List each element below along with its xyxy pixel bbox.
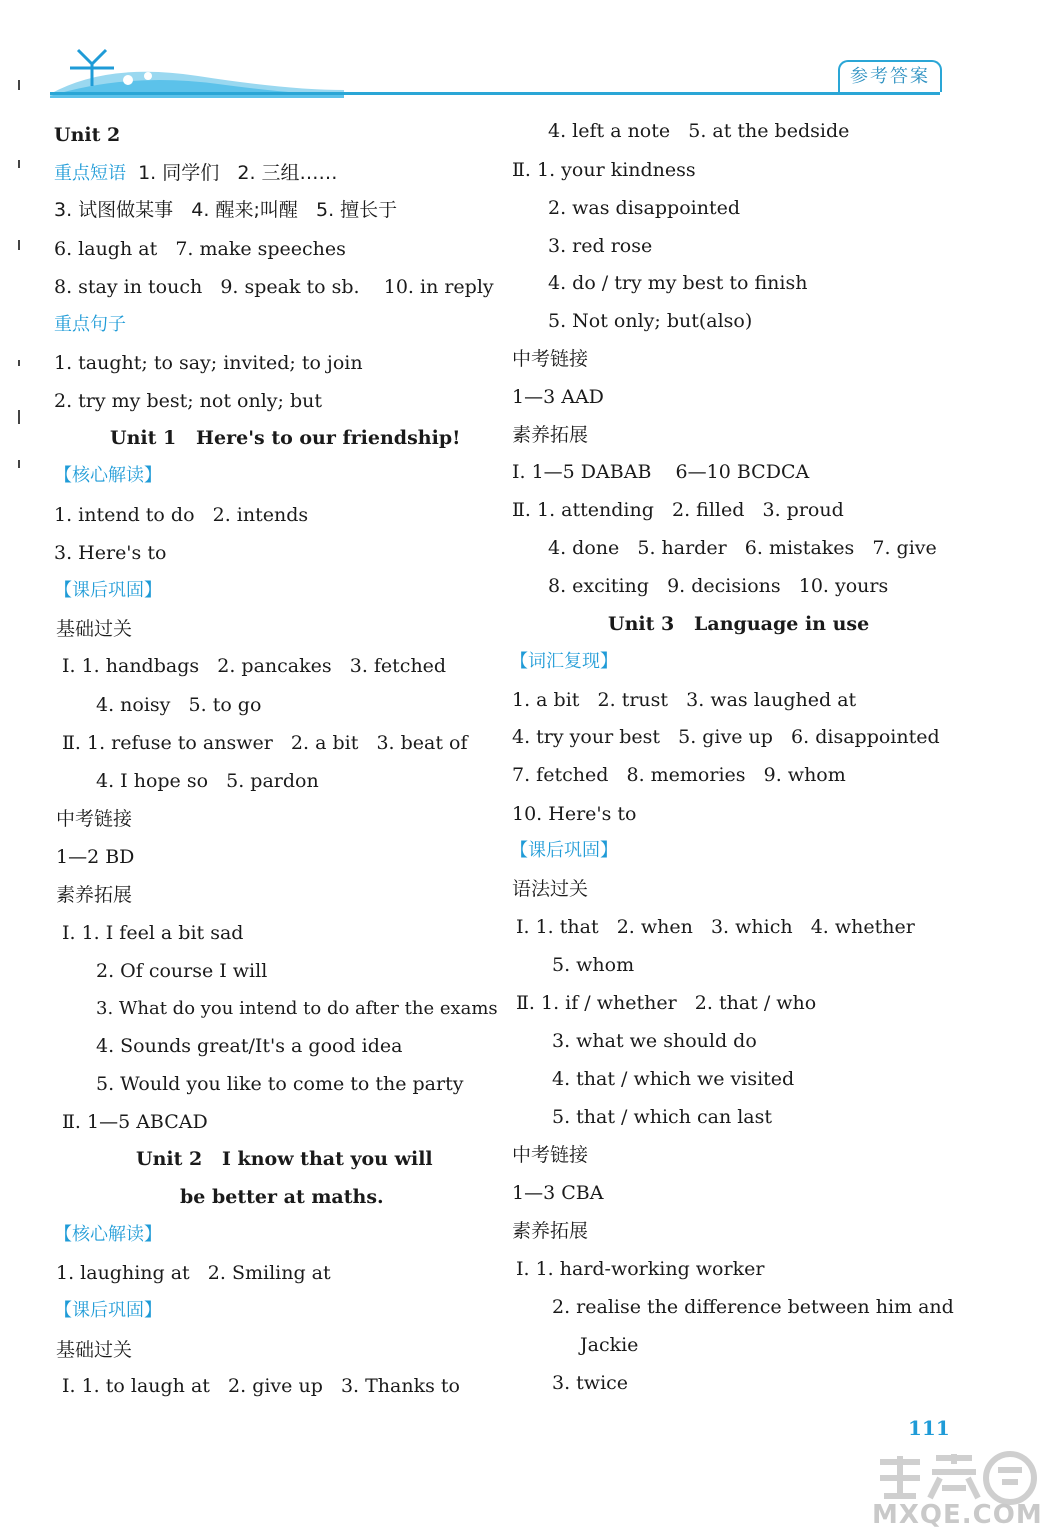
core-interpretation-label: 【核心解读】 xyxy=(54,465,162,486)
answer-line: 3. what we should do xyxy=(552,1030,757,1052)
answer-line: Ⅰ. 1. hard-working worker xyxy=(516,1258,765,1280)
answer-line: 10. Here's to xyxy=(512,803,637,825)
answer-line: 5. whom xyxy=(552,954,635,976)
answer-line: 3. What do you intend to do after the exams xyxy=(96,998,498,1019)
answer-line: 2. try my best; not only; but xyxy=(54,390,322,412)
answer-line: 1—3 CBA xyxy=(512,1182,604,1204)
key-phrases-label: 重点短语 xyxy=(54,163,126,184)
answer-line: 4. try your best 5. give up 6. disappointed xyxy=(512,726,940,748)
answer-line: 5. Would you like to come to the party xyxy=(96,1073,464,1095)
margin-marks xyxy=(14,60,24,520)
consolidation-label: 【课后巩固】 xyxy=(510,840,618,861)
answer-line: Ⅱ. 1. if / whether 2. that / who xyxy=(516,992,817,1014)
answer-line: 8. exciting 9. decisions 10. yours xyxy=(548,575,889,597)
subsection-heading: 素养拓展 xyxy=(56,884,133,906)
answer-line: 5. that / which can last xyxy=(552,1106,773,1128)
subsection-heading: 基础过关 xyxy=(56,618,133,640)
answer-line: 1—2 BD xyxy=(56,846,135,868)
subsection-heading: 中考链接 xyxy=(512,1144,589,1166)
consolidation-label: 【课后巩固】 xyxy=(54,1300,162,1321)
page-number: 111 xyxy=(908,1416,950,1440)
answer-line: 1. taught; to say; invited; to join xyxy=(54,352,363,374)
subsection-heading: 基础过关 xyxy=(56,1339,133,1361)
answer-line: 4. left a note 5. at the bedside xyxy=(548,120,850,142)
answer-line: Ⅰ. 1—5 DABAB 6—10 BCDCA xyxy=(512,461,810,483)
answer-line: 1—3 AAD xyxy=(512,386,604,408)
answer-line: 5. Not only; but(also) xyxy=(548,310,753,332)
answer-line: Ⅰ. 1. I feel a bit sad xyxy=(62,922,244,944)
answer-line: 4. I hope so 5. pardon xyxy=(96,770,319,792)
subsection-heading: 素养拓展 xyxy=(512,424,589,446)
answer-line: 1. a bit 2. trust 3. was laughed at xyxy=(512,689,857,711)
answer-line: Ⅱ. 1. refuse to answer 2. a bit 3. beat of xyxy=(62,732,468,754)
answer-line: 4. do / try my best to finish xyxy=(548,272,808,294)
subsection-heading: 素养拓展 xyxy=(512,1220,589,1242)
unit-title: Unit 3 Language in use xyxy=(608,613,870,635)
answer-line: 4. that / which we visited xyxy=(552,1068,795,1090)
answer-line xyxy=(54,160,338,187)
consolidation-label: 【课后巩固】 xyxy=(54,580,162,601)
answer-line: 3. twice xyxy=(552,1372,629,1394)
answer-line: 1. intend to do 2. intends xyxy=(54,504,309,526)
answer-line: Ⅰ. 1. that 2. when 3. which 4. whether xyxy=(516,916,915,938)
answer-line: 6. laugh at 7. make speeches xyxy=(54,238,346,260)
answer-line: 8. stay in touch 9. speak to sb. 10. in reply xyxy=(54,276,494,298)
answer-line: Ⅰ. 1. handbags 2. pancakes 3. fetched xyxy=(62,655,447,677)
vocab-review-label: 【词汇复现】 xyxy=(510,651,618,672)
subsection-heading: 语法过关 xyxy=(512,878,589,900)
answer-line: 4. done 5. harder 6. mistakes 7. give xyxy=(548,537,937,559)
watermark-text: MXQE.COM xyxy=(872,1500,1043,1530)
answer-line: Jackie xyxy=(580,1334,639,1356)
key-sentences-label: 重点句子 xyxy=(54,314,126,335)
answer-line: 1. laughing at 2. Smiling at xyxy=(56,1262,331,1284)
answer-line: Ⅱ. 1—5 ABCAD xyxy=(62,1111,208,1133)
unit-title-continued: be better at maths. xyxy=(180,1186,384,1208)
answer-line: 4. Sounds great/It's a good idea xyxy=(96,1035,403,1057)
subsection-heading: 中考链接 xyxy=(56,808,133,830)
subsection-heading: 中考链接 xyxy=(512,348,589,370)
answer-line: Ⅱ. 1. attending 2. filled 3. proud xyxy=(512,499,844,521)
answer-line: 3. red rose xyxy=(548,235,653,257)
header-rule xyxy=(50,92,940,95)
answer-line: Ⅰ. 1. to laugh at 2. give up 3. Thanks to xyxy=(62,1375,460,1397)
answer-line: 2. Of course I will xyxy=(96,960,268,982)
answer-line: 2. realise the difference between him and xyxy=(552,1296,954,1318)
answer-line: 3. Here's to xyxy=(54,542,167,564)
section-heading: Unit 2 xyxy=(54,124,121,146)
answer-line: 4. noisy 5. to go xyxy=(96,694,262,716)
unit-title: Unit 2 I know that you will xyxy=(136,1148,433,1170)
answer-line: 2. was disappointed xyxy=(548,197,740,219)
answer-text: 1. 同学们 2. 三组…… xyxy=(126,162,338,184)
unit-title: Unit 1 Here's to our friendship! xyxy=(110,427,461,449)
answer-line: 7. fetched 8. memories 9. whom xyxy=(512,764,846,786)
answer-key-tab: 参考答案 xyxy=(838,60,942,92)
answer-line: Ⅱ. 1. your kindness xyxy=(512,159,696,181)
core-interpretation-label: 【核心解读】 xyxy=(54,1224,162,1245)
answer-line: 3. 试图做某事 4. 醒来;叫醒 5. 擅长于 xyxy=(54,199,398,221)
